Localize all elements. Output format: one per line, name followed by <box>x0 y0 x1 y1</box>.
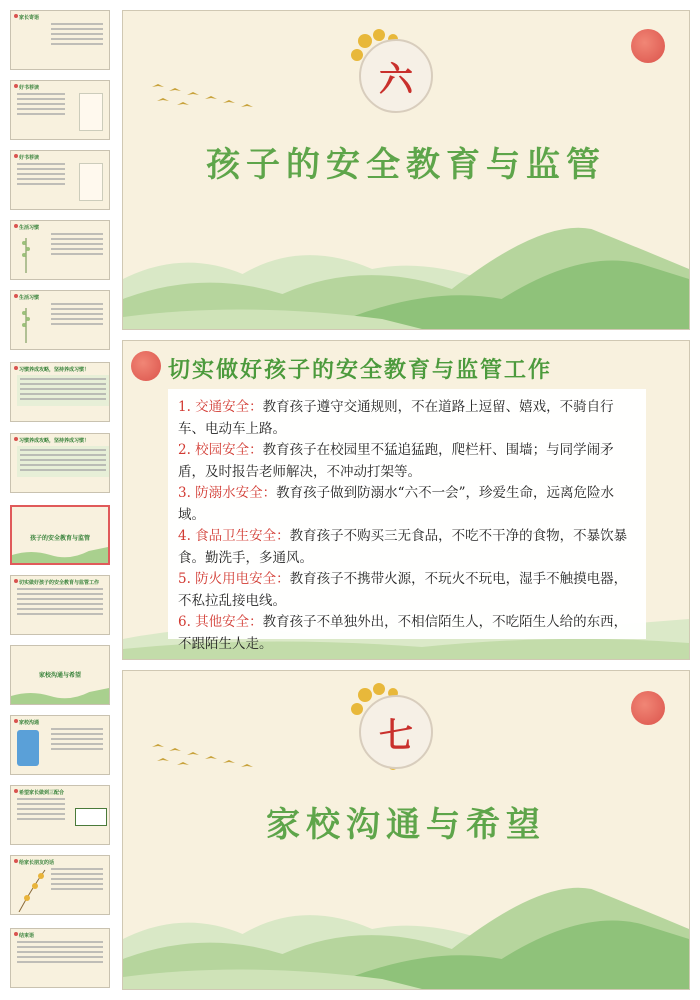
plant-icon <box>19 303 33 343</box>
slide-thumbnail-14[interactable] <box>10 928 110 988</box>
item-label: 4. 食品卫生安全： <box>178 528 290 544</box>
slide-section-title-6[interactable] <box>122 10 690 330</box>
hills-graphic <box>12 543 108 563</box>
thumbnail-title: 好书荐读 <box>19 85 40 91</box>
safety-item <box>178 612 640 655</box>
text-lines <box>51 728 103 753</box>
bullet-icon <box>14 932 18 936</box>
thumbnail-title: 好书荐读 <box>19 155 40 161</box>
item-text: 教育孩子不购买三无食品，不吃不干净的食物，不暴饮暴食。勤洗手，多通风。 <box>178 528 628 566</box>
thumbnail-title: 给家长朋友的话 <box>19 860 55 866</box>
red-sun-icon <box>631 691 665 725</box>
text-lines <box>51 303 103 328</box>
phone-illustration-icon <box>17 730 39 766</box>
safety-item <box>178 440 640 483</box>
badge-icon <box>75 808 107 826</box>
mountain-landscape <box>123 849 689 989</box>
text-lines <box>17 798 65 823</box>
slide-thumbnail-panel <box>0 0 118 1000</box>
slide-section-title-7[interactable] <box>122 670 690 990</box>
bullet-icon <box>14 579 18 583</box>
section-number-badge <box>359 695 433 769</box>
safety-item <box>178 569 640 612</box>
thumbnail-title: 家校沟通 <box>19 720 40 726</box>
bullet-icon <box>14 719 18 723</box>
text-lines <box>17 588 103 618</box>
slide-title: 切实做好孩子的安全教育与监管工作 <box>168 357 553 383</box>
safety-item <box>178 397 640 440</box>
text-lines <box>51 233 103 258</box>
slide-thumbnail-1[interactable] <box>10 10 110 70</box>
item-text: 教育孩子不携带火源，不玩火不玩电，湿手不触摸电器，不私拉乱接电线。 <box>178 571 628 609</box>
item-text: 教育孩子遵守交通规则，不在道路上逗留、嬉戏，不骑自行车、电动车上路。 <box>178 399 614 437</box>
book-card-icon <box>79 163 103 201</box>
thumbnail-title: 结束语 <box>19 933 35 939</box>
thumbnail-title: 孩子的安全教育与监管 <box>29 535 90 542</box>
thumbnail-title: 生活习惯 <box>19 225 40 231</box>
slide-thumbnail-10[interactable] <box>10 645 110 705</box>
slide-thumbnail-12[interactable] <box>10 785 110 845</box>
item-label: 3. 防溺水安全： <box>178 485 277 501</box>
slide-thumbnail-13[interactable] <box>10 855 110 915</box>
bullet-icon <box>14 224 18 228</box>
slide-title: 家校沟通与希望 <box>266 805 546 845</box>
section-number-badge <box>359 39 433 113</box>
bullet-icon <box>14 154 18 158</box>
red-sun-icon <box>131 351 161 381</box>
slide-thumbnail-7[interactable] <box>10 433 110 493</box>
section-number: 六 <box>379 59 413 100</box>
bullet-icon <box>14 366 18 370</box>
thumbnail-title: 希望家长做到三配合 <box>19 790 65 796</box>
thumbnail-title: 习惯养成攻略，坚持养成习惯！ <box>19 367 90 373</box>
mountain-landscape <box>123 189 689 329</box>
safety-item <box>178 483 640 526</box>
bullet-icon <box>14 859 18 863</box>
slide-thumbnail-5[interactable] <box>10 290 110 350</box>
slide-thumbnail-6[interactable] <box>10 362 110 422</box>
bullet-icon <box>14 84 18 88</box>
thumbnail-title: 生活习惯 <box>19 295 40 301</box>
text-lines <box>17 375 109 406</box>
safety-items-list <box>178 397 640 655</box>
slide-thumbnail-9[interactable] <box>10 575 110 635</box>
text-lines <box>17 93 65 118</box>
item-label: 5. 防火用电安全： <box>178 571 290 587</box>
section-number: 七 <box>379 715 413 756</box>
bullet-icon <box>14 294 18 298</box>
text-lines <box>17 941 103 966</box>
bullet-icon <box>14 14 18 18</box>
text-lines <box>17 163 65 188</box>
item-text: 教育孩子做到防溺水“六不一会”，珍爱生命，远离危险水域。 <box>178 485 614 523</box>
flying-geese-icon <box>147 737 257 777</box>
safety-item <box>178 526 640 569</box>
text-lines <box>17 446 109 477</box>
book-card-icon <box>79 93 103 131</box>
item-text: 教育孩子在校园里不猛追猛跑，爬栏杆、围墙；与同学闹矛盾，及时报告老师解决，不冲动打架等。 <box>178 442 614 480</box>
item-label: 1. 交通安全： <box>178 399 263 415</box>
item-label: 6. 其他安全： <box>178 614 263 630</box>
text-lines <box>51 23 103 48</box>
slide-title: 孩子的安全教育与监管 <box>206 145 606 185</box>
thumbnail-title: 切实做好孩子的安全教育与监管工作 <box>19 580 100 586</box>
bullet-icon <box>14 437 18 441</box>
thumbnail-title: 家校沟通与希望 <box>38 672 81 679</box>
item-label: 2. 校园安全： <box>178 442 263 458</box>
text-lines <box>51 868 103 893</box>
plant-icon <box>19 233 33 273</box>
red-sun-icon <box>631 29 665 63</box>
item-text: 教育孩子不单独外出，不相信陌生人，不吃陌生人给的东西，不跟陌生人走。 <box>178 614 628 652</box>
slide-thumbnail-3[interactable] <box>10 150 110 210</box>
slide-content-safety[interactable] <box>122 340 690 660</box>
slide-thumbnail-2[interactable] <box>10 80 110 140</box>
thumbnail-title: 家长寄语 <box>19 15 40 21</box>
flying-geese-icon <box>147 77 257 117</box>
slide-thumbnail-8[interactable] <box>10 505 110 565</box>
thumbnail-title: 习惯养成攻略，坚持养成习惯！ <box>19 438 90 444</box>
flower-branch-icon <box>17 868 47 912</box>
slide-thumbnail-11[interactable] <box>10 715 110 775</box>
slide-thumbnail-4[interactable] <box>10 220 110 280</box>
bullet-icon <box>14 789 18 793</box>
hills-graphic <box>11 684 109 704</box>
